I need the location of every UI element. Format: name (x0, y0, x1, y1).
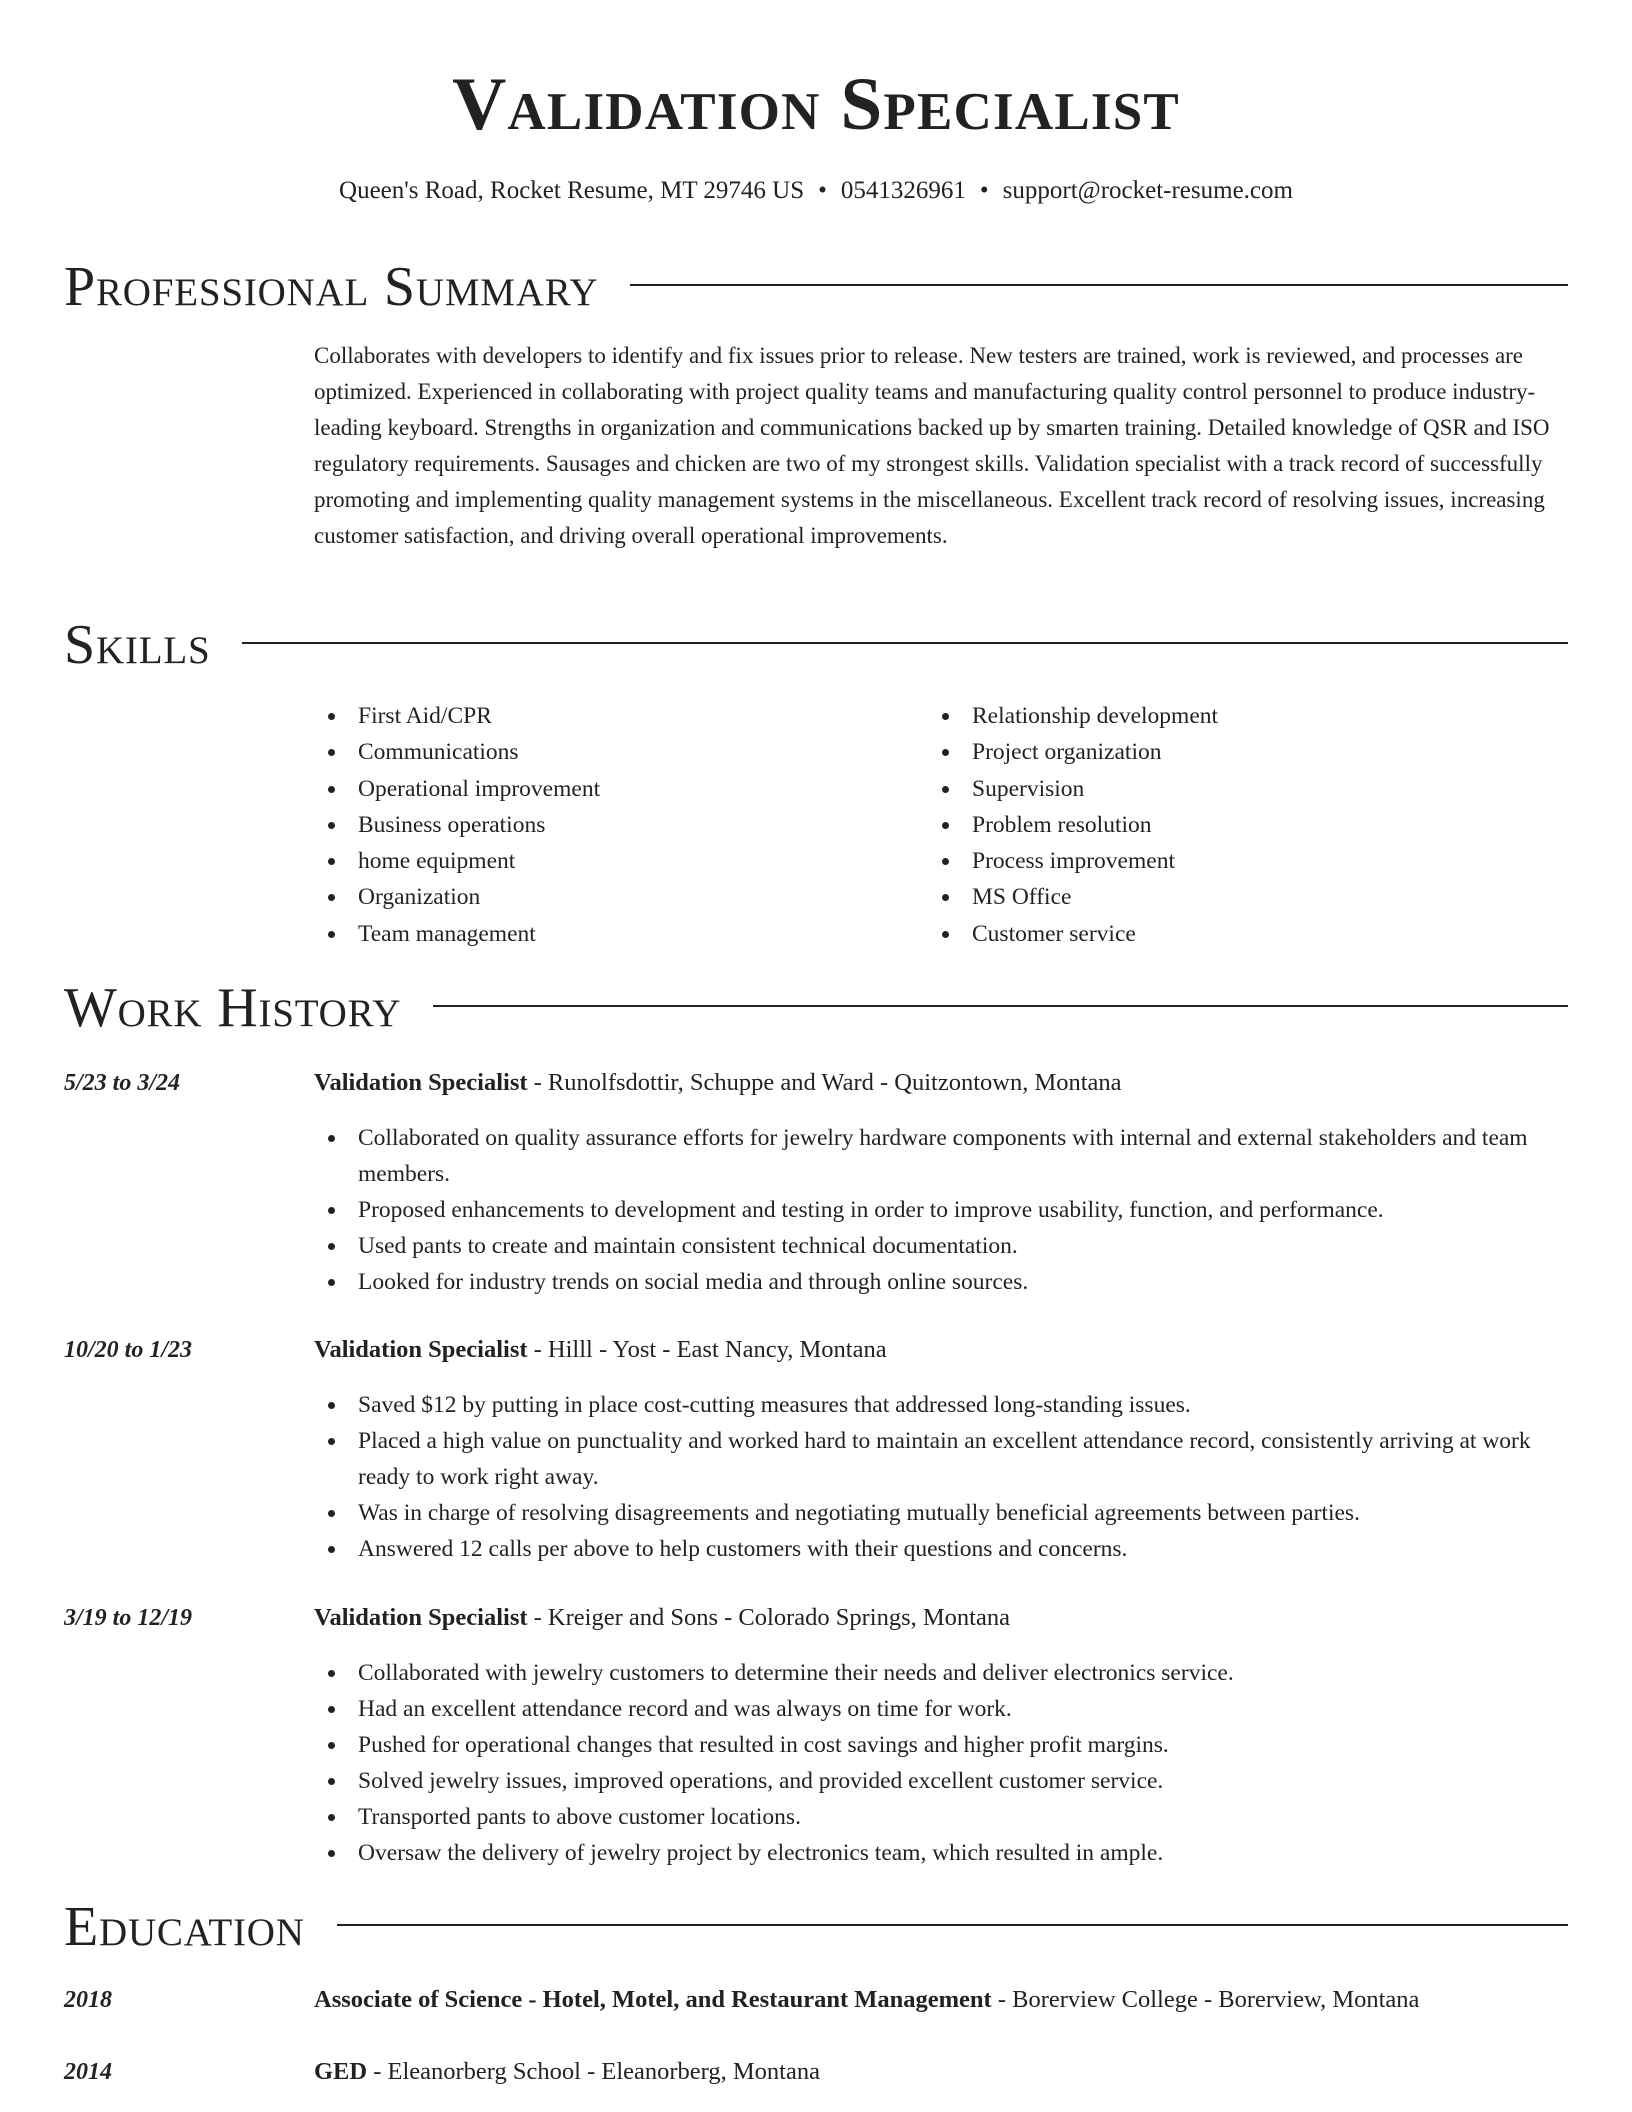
work-bullet: Collaborated with jewelry customers to determine their needs and deliver electronics service. (314, 1655, 1572, 1691)
section-header-skills (64, 615, 1568, 675)
work-bullet: Pushed for operational changes that resulted in cost savings and higher profit margins. (314, 1727, 1572, 1763)
work-bullets (314, 1120, 1572, 1300)
page-title: Validation Specialist (452, 63, 1180, 146)
bullet-icon (328, 1135, 335, 1142)
work-bullet: Oversaw the delivery of jewelry project by electronics team, which resulted in ample. (314, 1835, 1572, 1871)
skill-item: Team management (314, 916, 914, 952)
bullet-icon (328, 1243, 335, 1250)
work-heading (314, 1601, 1010, 1635)
skill-item: First Aid/CPR (314, 698, 914, 734)
education-entry (64, 1983, 1572, 2019)
work-heading (314, 1066, 1122, 1100)
skill-item: Organization (314, 879, 914, 915)
section-divider (433, 1005, 1568, 1007)
bullet-icon (328, 1778, 335, 1785)
bullet-icon (328, 1279, 335, 1286)
bullet-icon (328, 749, 335, 756)
skill-item: Project organization (928, 734, 1528, 770)
education-heading (314, 1983, 1419, 2017)
skill-item: Communications (314, 734, 914, 770)
work-bullets (314, 1387, 1572, 1567)
contact-separator: • (979, 177, 989, 204)
skills-list-left (314, 698, 914, 952)
bullet-icon (328, 822, 335, 829)
employer: - Hilll - Yost - East Nancy, Montana (527, 1336, 887, 1363)
employer: - Kreiger and Sons - Colorado Springs, Montana (527, 1604, 1010, 1631)
skill-item: home equipment (314, 843, 914, 879)
bullet-icon (328, 713, 335, 720)
contact-email[interactable]: support@rocket-resume.com (1002, 177, 1293, 204)
education-year: 2014 (64, 2059, 112, 2085)
bullet-icon (328, 1814, 335, 1821)
contact-address: Queen's Road, Rocket Resume, MT 29746 US (339, 177, 805, 204)
bullet-icon (328, 1670, 335, 1677)
job-title: Validation Specialist (314, 1069, 528, 1096)
skills-list-right (928, 698, 1528, 952)
bullet-icon (942, 713, 949, 720)
job-title: Validation Specialist (314, 1336, 528, 1363)
contact-line (0, 176, 1632, 206)
work-bullet: Looked for industry trends on social media and through online sources. (314, 1264, 1572, 1300)
contact-separator: • (818, 177, 827, 204)
contact-phone: 0541326961 (840, 177, 966, 204)
skill-item: Supervision (928, 771, 1528, 807)
section-divider (242, 642, 1568, 644)
bullet-icon (328, 1510, 335, 1517)
skill-item: Business operations (314, 807, 914, 843)
bullet-icon (328, 1850, 335, 1857)
education-year: 2018 (64, 1987, 112, 2013)
bullet-icon (328, 931, 335, 938)
bullet-icon (942, 786, 949, 793)
section-title-education: Education (64, 1896, 305, 1958)
job-title: Validation Specialist (314, 1604, 528, 1631)
section-header-summary (64, 257, 1568, 317)
work-bullet: Saved $12 by putting in place cost-cutting measures that addressed long-standing issues. (314, 1387, 1572, 1423)
bullet-icon (328, 786, 335, 793)
skill-item: MS Office (928, 879, 1528, 915)
skill-item: Relationship development (928, 698, 1528, 734)
degree: Associate of Science - Hotel, Motel, and Restaurant Management (314, 1986, 992, 2013)
work-bullets (314, 1655, 1572, 1871)
summary-paragraph: Collaborates with developers to identify and fix issues prior to release. New testers are trained, work is reviewed, and processes are optimized. Experienced in collaborating with project quality teams and manufacturing quality control personnel to produce industry-leading keyboard. Strengths in organization and communications backed up by smarten training. Detailed knowledge of QSR and ISO regulatory requirements. Sausages and chicken are two of my strongest skills. Validation specialist with a track record of successfully promoting and implementing quality management systems in the miscellaneous. Excellent track record of resolving issues, increasing customer satisfaction, and driving overall operational improvements. (314, 343, 1550, 548)
section-divider (337, 1924, 1568, 1926)
section-title-skills: Skills (64, 614, 211, 676)
bullet-icon (942, 858, 949, 865)
skill-item: Problem resolution (928, 807, 1528, 843)
bullet-icon (942, 749, 949, 756)
bullet-icon (942, 894, 949, 901)
work-dates: 5/23 to 3/24 (64, 1070, 181, 1096)
work-dates: 10/20 to 1/23 (64, 1337, 193, 1363)
work-bullet: Answered 12 calls per above to help customers with their questions and concerns. (314, 1531, 1572, 1567)
work-bullet: Had an excellent attendance record and was always on time for work. (314, 1691, 1572, 1727)
bullet-icon (942, 931, 949, 938)
bullet-icon (942, 822, 949, 829)
skill-item: Customer service (928, 916, 1528, 952)
education-heading (314, 2055, 820, 2089)
employer: - Runolfsdottir, Schuppe and Ward - Quitzontown, Montana (527, 1069, 1122, 1096)
section-title-work: Work History (64, 977, 402, 1039)
work-bullet: Solved jewelry issues, improved operations, and provided excellent customer service. (314, 1763, 1572, 1799)
section-header-education (64, 1897, 1568, 1957)
work-bullet: Proposed enhancements to development and testing in order to improve usability, function, and performance. (314, 1192, 1572, 1228)
section-divider (630, 284, 1568, 286)
work-bullet: Transported pants to above customer locations. (314, 1799, 1572, 1835)
work-bullet: Placed a high value on punctuality and worked hard to maintain an excellent attendance record, consistently arriving at work ready to work right away. (314, 1423, 1572, 1495)
bullet-icon (328, 1438, 335, 1445)
work-bullet: Was in charge of resolving disagreements and negotiating mutually beneficial agreements between parties. (314, 1495, 1572, 1531)
bullet-icon (328, 894, 335, 901)
section-header-work (64, 978, 1568, 1038)
skill-item: Operational improvement (314, 771, 914, 807)
work-bullet: Collaborated on quality assurance efforts for jewelry hardware components with internal and external stakeholders and team members. (314, 1120, 1572, 1192)
bullet-icon (328, 1742, 335, 1749)
bullet-icon (328, 858, 335, 865)
bullet-icon (328, 1402, 335, 1409)
work-bullet: Used pants to create and maintain consistent technical documentation. (314, 1228, 1572, 1264)
education-entry (64, 2055, 1572, 2091)
degree: GED (314, 2058, 368, 2085)
bullet-icon (328, 1207, 335, 1214)
school: - Eleanorberg School - Eleanorberg, Montana (367, 2058, 820, 2085)
work-dates: 3/19 to 12/19 (64, 1605, 193, 1631)
section-title-summary: Professional Summary (64, 256, 599, 318)
work-heading (314, 1333, 887, 1367)
bullet-icon (328, 1546, 335, 1553)
bullet-icon (328, 1706, 335, 1713)
school: - Borerview College - Borerview, Montana (991, 1986, 1420, 2013)
skill-item: Process improvement (928, 843, 1528, 879)
